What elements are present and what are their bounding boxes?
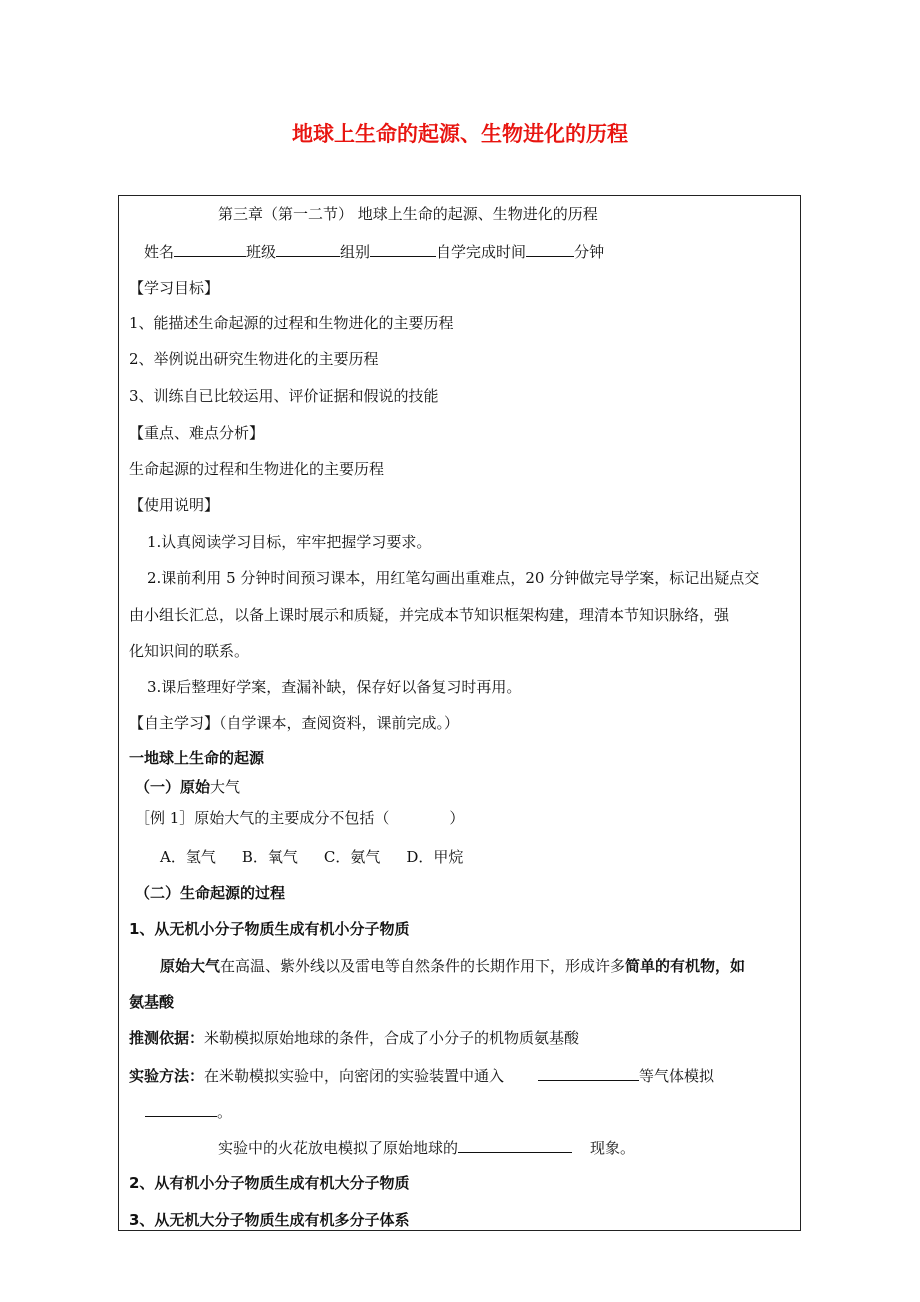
step-title: 2、从有机小分子物质生成有机大分子物质 bbox=[129, 1174, 410, 1192]
paragraph-line bbox=[160, 956, 745, 976]
time-field[interactable] bbox=[526, 241, 574, 257]
goals-heading: 【学习目标】 bbox=[129, 279, 220, 297]
method-after: 等气体模拟 bbox=[639, 1067, 715, 1085]
usage-item: 2.课前利用 5 分钟时间预习课本，用红笔勾画出重难点，20 分钟做完导学案，标记出疑点交 bbox=[147, 569, 760, 587]
method-text: 在米勒模拟实验中，向密闭的实验装置中通入 bbox=[204, 1067, 505, 1085]
goal-item: 2、举例说出研究生物进化的主要历程 bbox=[129, 350, 379, 368]
method-line-2 bbox=[145, 1101, 232, 1122]
subsection-title-rest: 大气 bbox=[210, 778, 241, 796]
step-title: 3、从无机大分子物质生成有机多分子体系 bbox=[129, 1211, 410, 1229]
option-a[interactable]: A．氢气 bbox=[160, 848, 216, 866]
self-study-heading: 【自主学习】 bbox=[129, 714, 220, 732]
phenomenon-blank[interactable] bbox=[458, 1137, 572, 1153]
class-field[interactable] bbox=[276, 241, 340, 257]
section-title: 一地球上生命的起源 bbox=[129, 749, 265, 767]
goal-item: 1、能描述生命起源的过程和生物进化的主要历程 bbox=[129, 314, 454, 332]
paragraph-text: 在高温、紫外线以及雷电等自然条件的长期作用下，形成许多 bbox=[220, 957, 626, 975]
subsection-title: （二）生命起源的过程 bbox=[135, 884, 286, 902]
simulate-blank[interactable] bbox=[145, 1101, 217, 1117]
student-info-row bbox=[144, 241, 604, 262]
basis-line bbox=[129, 1028, 579, 1048]
class-label: 班级 bbox=[246, 243, 277, 261]
basis-label: 推测依据： bbox=[129, 1029, 205, 1047]
option-d[interactable]: D．甲烷 bbox=[406, 848, 464, 866]
chapter-header bbox=[218, 204, 598, 224]
spark-after: 现象。 bbox=[590, 1139, 636, 1157]
goal-item: 3、训练自已比较运用、评价证据和假说的技能 bbox=[129, 387, 439, 405]
bold-term: 原始大气 bbox=[160, 957, 221, 975]
spark-line bbox=[218, 1137, 635, 1158]
step-title: 1、从无机小分子物质生成有机小分子物质 bbox=[129, 920, 410, 938]
self-study-note: （自学课本，查阅资料，课前完成。） bbox=[219, 714, 460, 732]
option-c[interactable]: C．氨气 bbox=[323, 848, 381, 866]
method-label: 实验方法： bbox=[129, 1067, 205, 1085]
group-field[interactable] bbox=[370, 241, 436, 257]
page-title: 地球上生命的起源、生物进化的历程 bbox=[292, 122, 628, 146]
spark-text: 实验中的火花放电模拟了原始地球的 bbox=[218, 1139, 459, 1157]
minutes-label: 分钟 bbox=[574, 243, 605, 261]
time-label: 自学完成时间 bbox=[436, 243, 527, 261]
usage-item: 由小组长汇总，以备上课时展示和质疑，并完成本节知识框架构建，理清本节知识脉络，强 bbox=[129, 606, 730, 624]
focus-text: 生命起源的过程和生物进化的主要历程 bbox=[129, 460, 385, 478]
usage-heading: 【使用说明】 bbox=[129, 496, 220, 514]
gas-blank[interactable] bbox=[538, 1065, 639, 1081]
group-label: 组别 bbox=[340, 243, 371, 261]
name-field[interactable] bbox=[174, 241, 246, 257]
method-end: 。 bbox=[217, 1103, 233, 1121]
subsection-title-bold: （一）原始 bbox=[135, 778, 211, 796]
option-b[interactable]: B．氧气 bbox=[241, 848, 298, 866]
answer-options bbox=[160, 847, 489, 867]
method-line bbox=[129, 1065, 714, 1086]
example-question: ［例 1］原始大气的主要成分不包括（ ） bbox=[135, 809, 465, 827]
usage-item: 3.课后整理好学案，查漏补缺，保存好以备复习时再用。 bbox=[147, 678, 522, 696]
subsection-title bbox=[135, 777, 240, 797]
usage-item: 化知识间的联系。 bbox=[129, 642, 250, 660]
basis-text: 米勒模拟原始地球的条件，合成了小分子的机物质氨基酸 bbox=[204, 1029, 580, 1047]
usage-item: 1.认真阅读学习目标，牢牢把握学习要求。 bbox=[147, 533, 432, 551]
bold-term: 简单的有机物，如 bbox=[625, 957, 746, 975]
chapter-header-text: 第三章（第一二节） 地球上生命的起源、生物进化的历程 bbox=[218, 205, 598, 223]
bold-term: 氨基酸 bbox=[129, 993, 175, 1011]
self-study-row bbox=[129, 713, 459, 733]
focus-heading: 【重点、难点分析】 bbox=[129, 424, 265, 442]
name-label: 姓名 bbox=[144, 243, 175, 261]
